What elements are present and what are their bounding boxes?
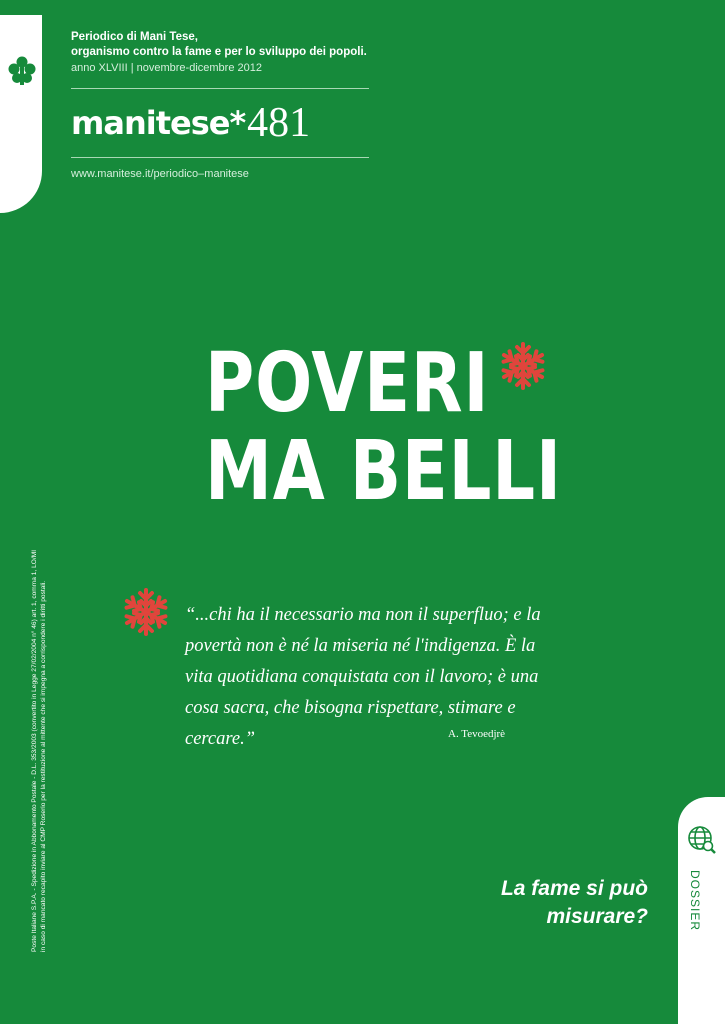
snowflake-icon (120, 586, 172, 638)
issue-number: 481 (247, 100, 311, 146)
clover-logo-icon (8, 55, 36, 87)
dossier-label: DOSSIER (688, 870, 702, 932)
dossier-title-line1: La fame si può (500, 877, 648, 900)
divider (71, 157, 369, 158)
postal-notice-line1: Poste Italiane S.P.A. - Spedizione in Abbonamento Postale - D.L. 353/2003 (convertito in Legge 27/02/2004 n° 46) art. 1, comma 1, LO/MI (31, 549, 38, 952)
title-line1: POVERI (205, 336, 490, 431)
title-line2: MA BELLI (205, 424, 562, 519)
brand-logo: manitese* (71, 104, 246, 142)
issue-info: anno XLVIII | novembre-dicembre 2012 (71, 62, 262, 74)
divider (71, 88, 369, 89)
dossier-title (501, 875, 648, 931)
globe-magnifier-icon (687, 825, 717, 855)
quote-author: A. Tevoedjrè (448, 728, 506, 740)
quote-text: “...chi ha il necessario ma non il superfluo; e la povertà non è né la miseria né l'indigenza. È la vita quotidiana conquistata con il lavoro; è una cosa sacra, che bisogna rispettare, stimare e cercare.” (185, 605, 541, 749)
website-link[interactable]: www.manitese.it/periodico–manitese (71, 168, 249, 180)
logo-tab (0, 15, 42, 213)
postal-notice-line2: in caso di mancato recapito inviare al CMP Roserio per la restituzione al mittente che si impegna a corrispondere i diritti postali. (40, 580, 47, 952)
tagline-line1: Periodico di Mani Tese, (71, 31, 198, 43)
postal-notice (30, 482, 48, 952)
tagline-line2: organismo contro la fame e per lo sviluppo dei popoli. (71, 46, 367, 58)
dossier-title-line2: misurare? (546, 905, 648, 928)
snowflake-icon (497, 340, 549, 392)
masthead (71, 101, 369, 145)
header (71, 30, 369, 170)
